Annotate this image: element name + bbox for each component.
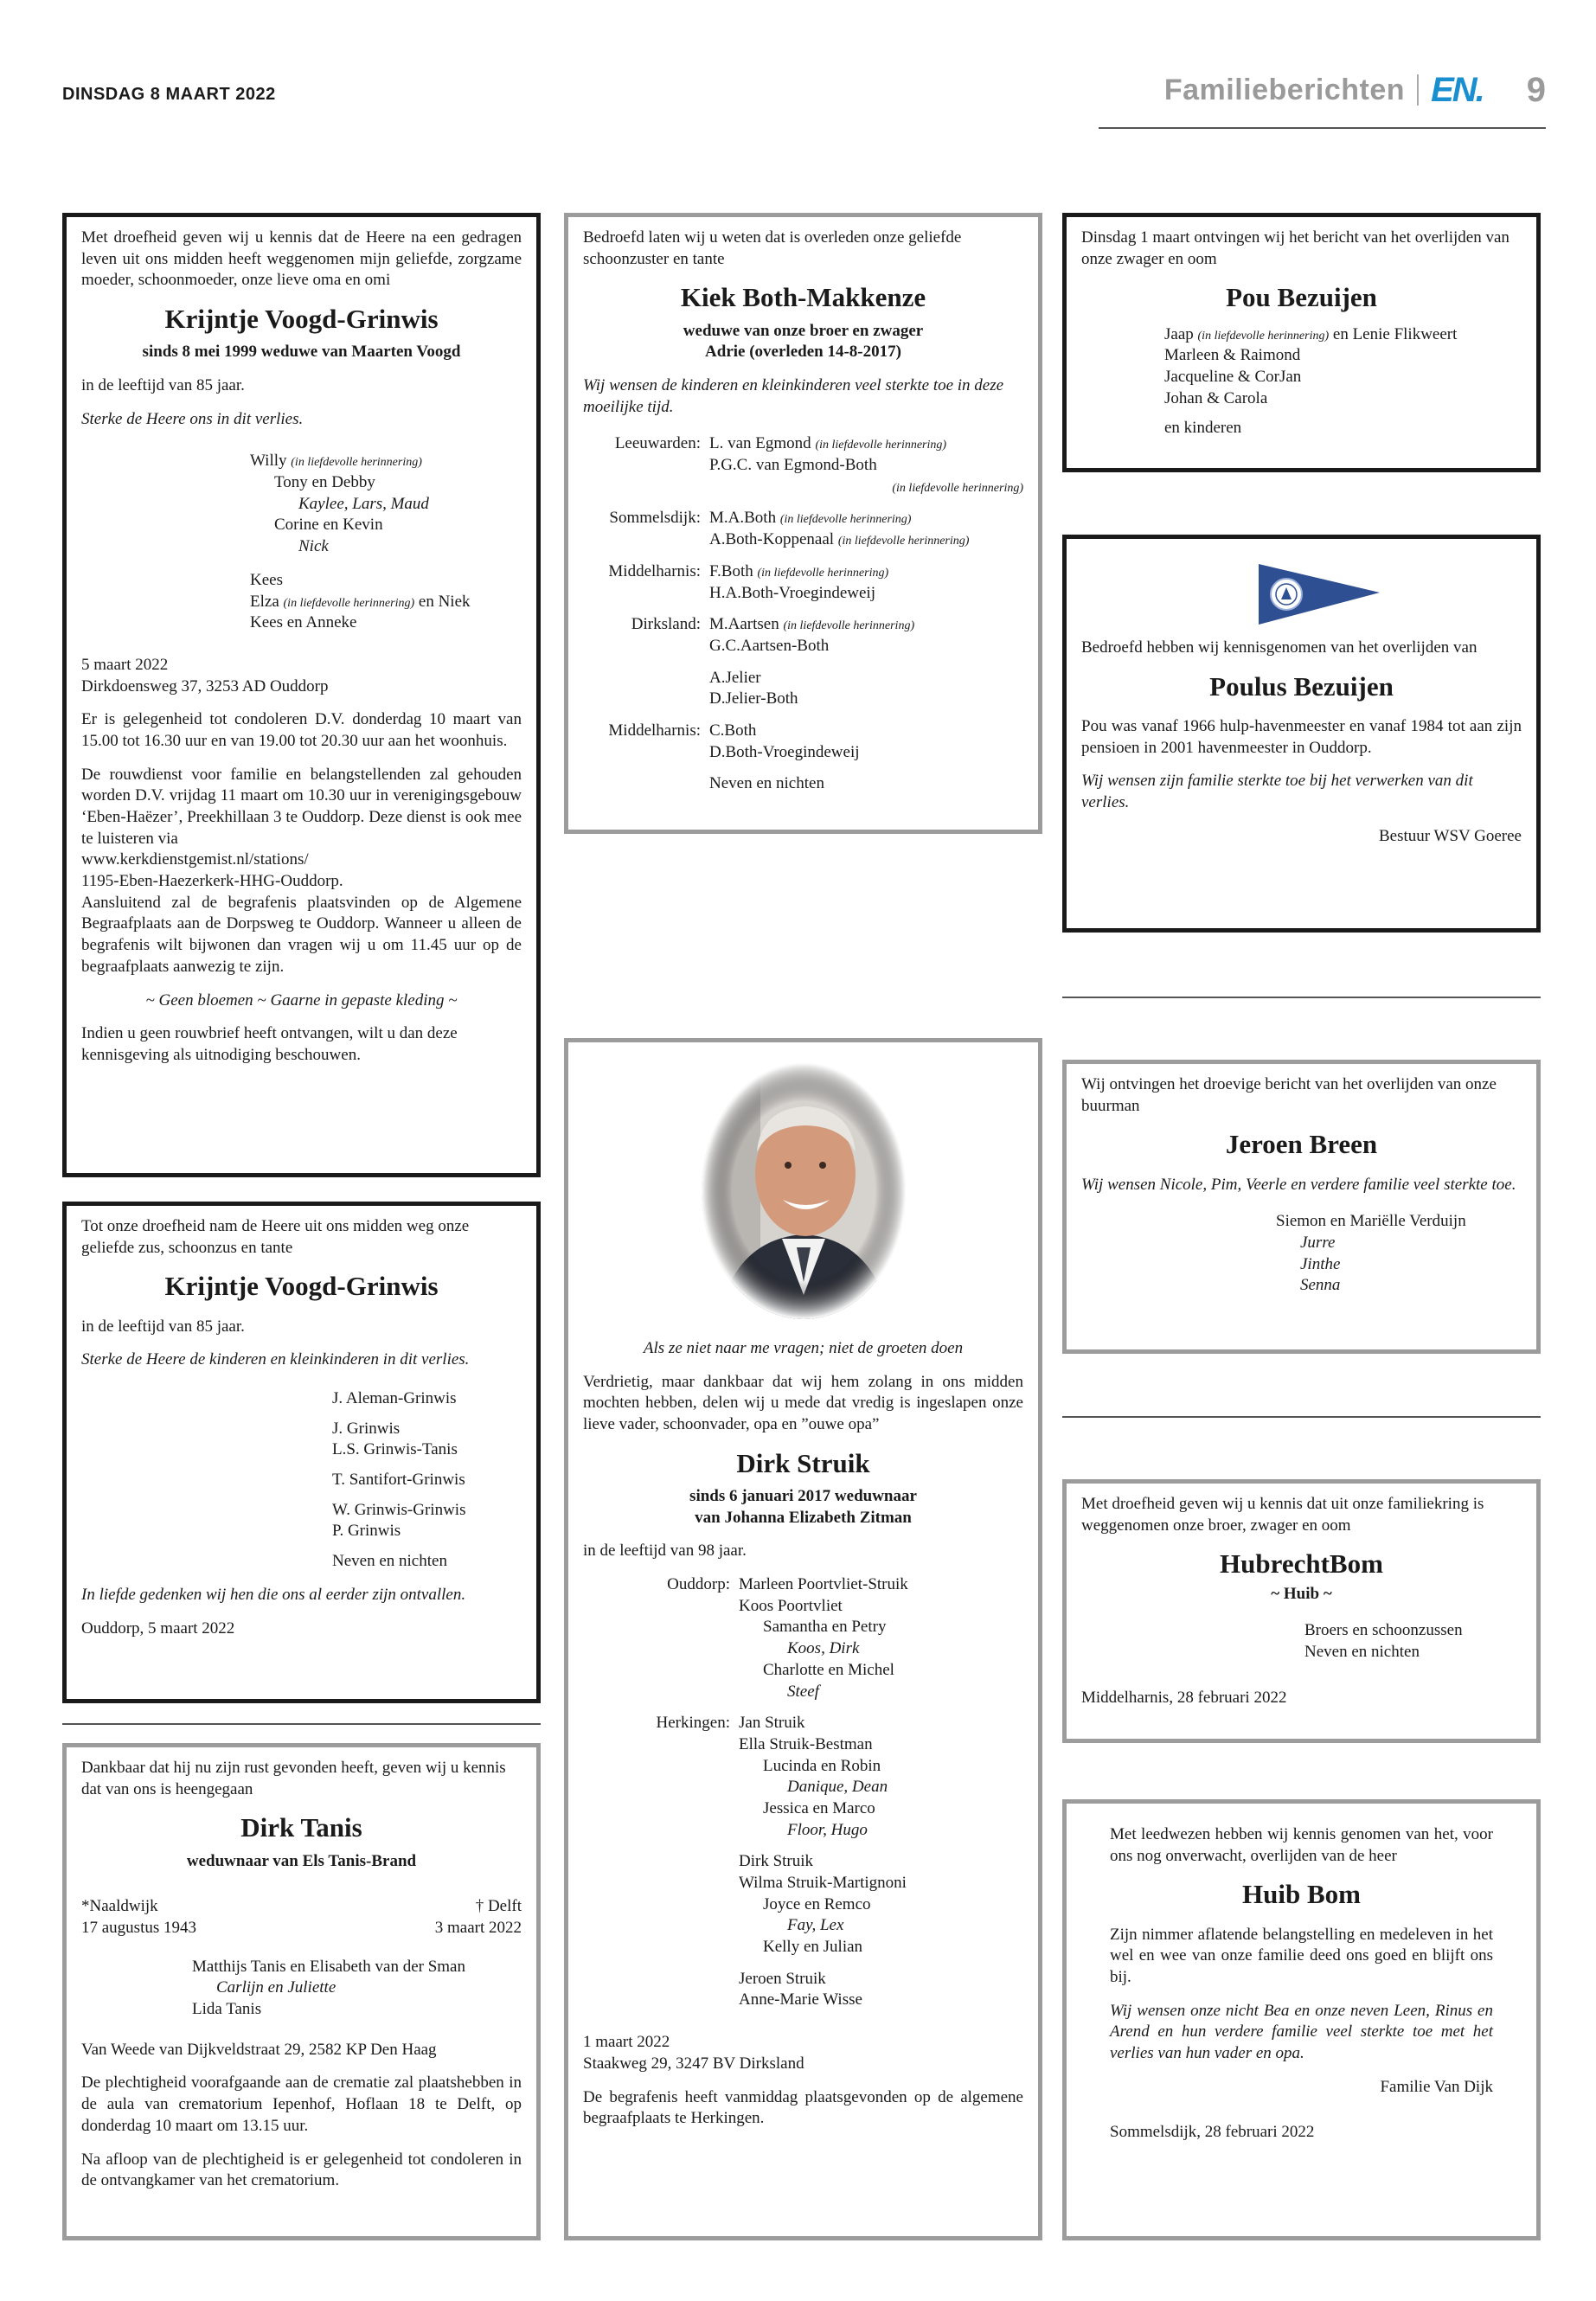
- notice-dirk-struik: [564, 1038, 1042, 2240]
- family-member: C.Both: [709, 721, 757, 740]
- deceased-subtitle: weduwnaar van Els Tanis-Brand: [186, 1851, 417, 1870]
- family-member: Joyce en Remco: [763, 1894, 871, 1913]
- birth-place: *Naaldwijk: [81, 1897, 158, 1916]
- family-member: T. Santifort-Grinwis: [332, 1471, 465, 1490]
- family-member: Charlotte en Michel: [763, 1660, 894, 1679]
- header-divider: [1417, 74, 1419, 106]
- family-member: Jurre: [1300, 1234, 1336, 1253]
- notice-intro: Dinsdag 1 maart ontvingen wij het bericht van het overlijden van onze zwager en oom: [1081, 228, 1509, 268]
- place-date: Middelharnis, 28 februari 2022: [1081, 1688, 1287, 1707]
- family-member: Neven en nichten: [709, 774, 824, 793]
- newspaper-logo: EN.: [1431, 71, 1484, 109]
- family-member: Jaap: [1164, 324, 1194, 343]
- place-label: Dirksland:: [631, 615, 701, 634]
- family-member: Steef: [787, 1682, 819, 1701]
- notice-kiek-both: [564, 213, 1042, 834]
- quote: Sterke de Heere de kinderen en kleinkinderen in dit verlies.: [81, 1350, 470, 1369]
- notice-intro: Met droefheid geven wij u kennis dat de Heere na een gedragen leven uit ons midden heeft weggenomen mijn geliefde, zorgzame moeder, schoonmoeder, onze lieve oma en omi: [81, 228, 522, 290]
- family-member: Senna: [1300, 1276, 1341, 1295]
- portrait-photo: [700, 1061, 907, 1321]
- place-label: Middelharnis:: [608, 561, 701, 580]
- family-member: Jan Struik: [739, 1714, 805, 1733]
- family-member: Danique, Dean: [787, 1778, 888, 1797]
- family-member: Tony en Debby: [274, 473, 375, 492]
- family-list: [583, 433, 1023, 795]
- notice-intro: Met droefheid geven wij u kennis dat uit onze familiekring is weggenomen onze broer, zwager en oom: [1081, 1495, 1484, 1535]
- notice-intro: Bedroefd laten wij u weten dat is overleden onze geliefde schoonzuster en tante: [583, 228, 962, 268]
- family-member: A.Both-Koppenaal: [709, 530, 835, 549]
- family-member: Koos, Dirk: [787, 1639, 860, 1658]
- family-member: L. van Egmond: [709, 434, 811, 453]
- family-member: F.Both: [709, 561, 753, 580]
- deceased-name: Pou Bezuijen: [1226, 282, 1377, 313]
- age-text: in de leeftijd van 85 jaar.: [81, 1317, 245, 1336]
- family-member: Neven en nichten: [1304, 1643, 1420, 1662]
- notice-huib-bom: [1062, 1799, 1541, 2240]
- notice-intro: Wij ontvingen het droevige bericht van het overlijden van onze buurman: [1081, 1075, 1497, 1115]
- family-member: Floor, Hugo: [787, 1820, 868, 1839]
- family-member: Siemon en Mariëlle Verduijn: [1276, 1212, 1466, 1231]
- family-member: Kaylee, Lars, Maud: [298, 494, 429, 513]
- family-member: en kinderen: [1164, 419, 1242, 438]
- family-list: [1081, 1211, 1522, 1297]
- family-member: Koos Poortvliet: [739, 1596, 843, 1615]
- family-member: Anne-Marie Wisse: [739, 1990, 862, 2009]
- club-pennant-icon: [1250, 560, 1388, 629]
- family-list: [81, 1388, 522, 1573]
- family-member: Kees en Anneke: [250, 613, 357, 632]
- family-member: Jessica en Marco: [763, 1798, 875, 1817]
- notice-poulus-bezuijen-wsv: [1062, 535, 1541, 933]
- column-divider: [1062, 1416, 1541, 1418]
- family-member: Matthijs Tanis en Elisabeth van der Sman: [192, 1957, 465, 1976]
- family-member: Corine en Kevin: [274, 516, 383, 535]
- family-member: Wilma Struik-Martignoni: [739, 1874, 907, 1893]
- memory-note: (in liefdevolle herinnering): [291, 456, 422, 470]
- place-date: Sommelsdijk, 28 februari 2022: [1110, 2123, 1315, 2142]
- family-member: Lucinda en Robin: [763, 1756, 881, 1775]
- issue-date: DINSDAG 8 MAART 2022: [62, 85, 276, 104]
- burial-info: Aansluitend zal de begrafenis plaatsvinden op de Algemene Begraafplaats aan de Dorpsweg te Ouddorp. Wanneer u alleen de begrafenis wilt bijwonen dan vragen wij u om 11.45 uur op de begraafplaats aanwezig te zijn.: [81, 893, 522, 976]
- notice-krijntje-voogd-family: [62, 213, 541, 1177]
- place-label: Middelharnis:: [608, 721, 701, 740]
- burial-info: De begrafenis heeft vanmiddag plaatsgevonden op de algemene begraafplaats te Herkingen.: [583, 2087, 1023, 2128]
- memory-note: (in liefdevolle herinnering): [1197, 329, 1330, 343]
- family-member: J. Grinwis: [332, 1419, 401, 1438]
- death-date: 3 maart 2022: [434, 1919, 522, 1938]
- place-label: Leeuwarden:: [614, 434, 701, 453]
- family-member: Marleen Poortvliet-Struik: [739, 1575, 908, 1594]
- family-member: Samantha en Petry: [763, 1618, 887, 1637]
- memory-note: (in liefdevolle herinnering): [815, 439, 947, 452]
- family-member: A.Jelier: [709, 668, 761, 687]
- deceased-subtitle: Adrie (overleden 14-8-2017): [705, 343, 901, 362]
- family-member: Nick: [298, 537, 329, 556]
- deceased-name: Krijntje Voogd-Grinwis: [164, 1271, 439, 1302]
- family-member: D.Both-Vroegindeweij: [709, 742, 860, 761]
- family-member: J. Aleman-Grinwis: [332, 1389, 457, 1408]
- family-member: Kelly en Julian: [763, 1938, 863, 1957]
- nickname: ~ Huib ~: [1271, 1584, 1332, 1603]
- column-divider: [62, 1723, 541, 1725]
- family-list: [1081, 324, 1522, 439]
- deceased-subtitle: sinds 8 mei 1999 weduwe van Maarten Voogd: [142, 343, 461, 362]
- family-member: Elza: [250, 592, 279, 611]
- family-member: Johan & Carola: [1164, 388, 1268, 407]
- family-list: [583, 1574, 1023, 2011]
- family-member: Kees: [250, 570, 283, 589]
- age-text: in de leeftijd van 98 jaar.: [583, 1541, 747, 1561]
- memory-note: (in liefdevolle herinnering): [283, 596, 415, 610]
- condolence-info: Er is gelegenheid tot condoleren D.V. donderdag 10 maart van 15.00 tot 16.30 uur en van 19.00 tot 20.30 uur aan het woonhuis.: [81, 710, 522, 750]
- family-member: W. Grinwis-Grinwis: [332, 1500, 466, 1519]
- signature: Bestuur WSV Goeree: [1379, 826, 1522, 845]
- family-member: M.Aartsen: [709, 615, 779, 634]
- service-info: De rouwdienst voor familie en belangstellenden zal gehouden worden D.V. vrijdag 11 maart om 10.30 uur in verenigingsgebouw ‘Eben-Haëzer’, Preekhillaan 3 te Ouddorp. Deze dienst is ook mee te luisteren via: [81, 765, 522, 848]
- family-member: Willy: [250, 452, 287, 471]
- notice-date: 5 maart 2022: [81, 655, 169, 674]
- notice-intro: Dankbaar dat hij nu zijn rust gevonden heeft, geven wij u kennis dat van ons is heengegaan: [81, 1759, 506, 1798]
- deceased-name: Krijntje Voogd-Grinwis: [164, 304, 439, 335]
- notice-date: 1 maart 2022: [583, 2033, 670, 2052]
- memory-note: (in liefdevolle herinnering): [783, 619, 915, 633]
- notice-hubrecht-bom: [1062, 1479, 1541, 1743]
- column-divider: [1062, 997, 1541, 998]
- family-member: en Lenie Flikweert: [1332, 324, 1458, 343]
- notice-krijntje-voogd-siblings: [62, 1202, 541, 1703]
- tribute-text: Zijn nimmer aflatende belangstelling en medeleven in het wel en wee van onze familie deed ons goed en blijft ons bij.: [1110, 1925, 1493, 1987]
- birth-date: 17 augustus 1943: [81, 1919, 196, 1938]
- family-member: Neven en nichten: [332, 1552, 447, 1571]
- deceased-name: Kiek Both-Makkenze: [680, 282, 926, 313]
- family-member: L.S. Grinwis-Tanis: [332, 1440, 458, 1459]
- deceased-subtitle: van Johanna Elizabeth Zitman: [695, 1508, 912, 1527]
- family-member: P.G.C. van Egmond-Both: [709, 456, 877, 475]
- notice-intro: Bedroefd hebben wij kennisgenomen van het overlijden van: [1081, 638, 1477, 657]
- biography-text: Pou was vanaf 1966 hulp-havenmeester en vanaf 1984 tot aan zijn pensioen in 2001 havenmeester in Ouddorp.: [1081, 716, 1522, 757]
- family-member: H.A.Both-Vroegindeweij: [709, 583, 875, 602]
- wish-text: Wij wensen de kinderen en kleinkinderen veel sterkte toe in deze moeilijke tijd.: [583, 376, 1004, 416]
- deceased-subtitle: sinds 6 januari 2017 weduwnaar: [689, 1487, 917, 1506]
- place-date: Ouddorp, 5 maart 2022: [81, 1618, 235, 1638]
- age-text: in de leeftijd van 85 jaar.: [81, 376, 245, 395]
- family-list: [81, 451, 522, 634]
- family-member: Ella Struik-Bestman: [739, 1734, 873, 1753]
- deceased-name: Dirk Tanis: [240, 1812, 362, 1843]
- page-header: [1164, 67, 1546, 112]
- remembrance-text: In liefde gedenken wij hen die ons al eerder zijn ontvallen.: [81, 1585, 466, 1604]
- deceased-name: Huib Bom: [1242, 1879, 1361, 1910]
- family-member: M.A.Both: [709, 509, 777, 528]
- place-label: Herkingen:: [656, 1714, 730, 1733]
- memory-note: (in liefdevolle herinnering): [757, 566, 889, 580]
- notice-dirk-tanis: [62, 1743, 541, 2240]
- notice-intro: Verdrietig, maar dankbaar dat wij hem zolang in ons midden mochten hebben, delen wij u mede dat vredig is ingeslapen onze lieve vader, schoonvader, opa en ”ouwe opa”: [583, 1372, 1023, 1434]
- family-member: Jinthe: [1300, 1254, 1341, 1273]
- memory-note: (in liefdevolle herinnering): [892, 481, 1023, 495]
- section-title: Familieberichten: [1163, 73, 1406, 106]
- family-member: Dirk Struik: [739, 1852, 814, 1871]
- notice-intro: Tot onze droefheid nam de Heere uit ons midden weg onze geliefde zus, schoonzus en tante: [81, 1217, 470, 1257]
- deceased-name: Poulus Bezuijen: [1209, 670, 1394, 702]
- notice-pou-bezuijen-family: [1062, 213, 1541, 472]
- signature: Familie Van Dijk: [1380, 2077, 1493, 2096]
- wish-text: Wij wensen onze nicht Bea en onze neven Leen, Rinus en Arend en hun verdere familie veel sterkte toe met het verlies van hun vader en opa.: [1110, 2001, 1493, 2063]
- deceased-name: Dirk Struik: [736, 1447, 870, 1478]
- family-member: en Niek: [418, 592, 471, 611]
- address: Dirkdoensweg 37, 3253 AD Ouddorp: [81, 676, 329, 695]
- address: Van Weede van Dijkveldstraat 29, 2582 KP Den Haag: [81, 2040, 437, 2059]
- invitation-note: Indien u geen rouwbrief heeft ontvangen, wilt u dan deze kennisgeving als uitnodiging beschouwen.: [81, 1024, 458, 1064]
- place-label: Sommelsdijk:: [609, 509, 701, 528]
- wish-text: Wij wensen zijn familie sterkte toe bij het verwerken van dit verlies.: [1081, 772, 1473, 812]
- quote: Sterke de Heere ons in dit verlies.: [81, 409, 304, 428]
- family-member: Marleen & Raimond: [1164, 346, 1301, 365]
- memory-note: (in liefdevolle herinnering): [779, 513, 912, 527]
- family-member: Jacqueline & CorJan: [1164, 368, 1302, 387]
- family-list: [1081, 1620, 1522, 1663]
- family-member: Carlijn en Juliette: [216, 1978, 337, 1997]
- notice-jeroen-breen: [1062, 1060, 1541, 1354]
- page-number: 9: [1526, 71, 1546, 109]
- deceased-name: Jeroen Breen: [1225, 1129, 1378, 1160]
- family-member: Fay, Lex: [787, 1916, 844, 1935]
- family-member: G.C.Aartsen-Both: [709, 636, 830, 655]
- family-member: Broers en schoonzussen: [1304, 1621, 1463, 1640]
- service-info: De plechtigheid voorafgaande aan de crematie zal plaatshebben in de aula van crematorium Iepenhof, Hoflaan 18 te Delft, op donderdag 10 maart om 13.15 uur.: [81, 2073, 522, 2135]
- family-member: Lida Tanis: [192, 2000, 262, 2019]
- family-member: D.Jelier-Both: [709, 689, 798, 708]
- family-list: [81, 1957, 522, 2021]
- dress-note: ~ Geen bloemen ~ Gaarne in gepaste kleding ~: [145, 990, 458, 1009]
- memory-note: (in liefdevolle herinnering): [837, 535, 970, 548]
- header-rule: [1099, 127, 1546, 129]
- deceased-subtitle: weduwe van onze broer en zwager: [683, 321, 924, 340]
- condolence-info: Na afloop van de plechtigheid is er gelegenheid tot condoleren in de ontvangkamer van het crematorium.: [81, 2150, 522, 2190]
- notice-intro: Met leedwezen hebben wij kennis genomen van het, voor ons nog onverwacht, overlijden van de heer: [1110, 1825, 1493, 1865]
- wish-text: Wij wensen Nicole, Pim, Veerle en verdere familie veel sterkte toe.: [1081, 1175, 1516, 1194]
- quote: Als ze niet naar me vragen; niet de groeten doen: [643, 1339, 964, 1357]
- stream-url: 1195-Eben-Haezerkerk-HHG-Ouddorp.: [81, 872, 343, 891]
- place-label: Ouddorp:: [667, 1575, 730, 1594]
- family-member: P. Grinwis: [332, 1522, 401, 1541]
- deceased-name: HubrechtBom: [1220, 1548, 1383, 1580]
- family-member: Jeroen Struik: [739, 1969, 826, 1988]
- death-place: † Delft: [475, 1897, 522, 1916]
- stream-url: www.kerkdienstgemist.nl/stations/: [81, 850, 309, 869]
- address: Staakweg 29, 3247 BV Dirksland: [583, 2054, 804, 2073]
